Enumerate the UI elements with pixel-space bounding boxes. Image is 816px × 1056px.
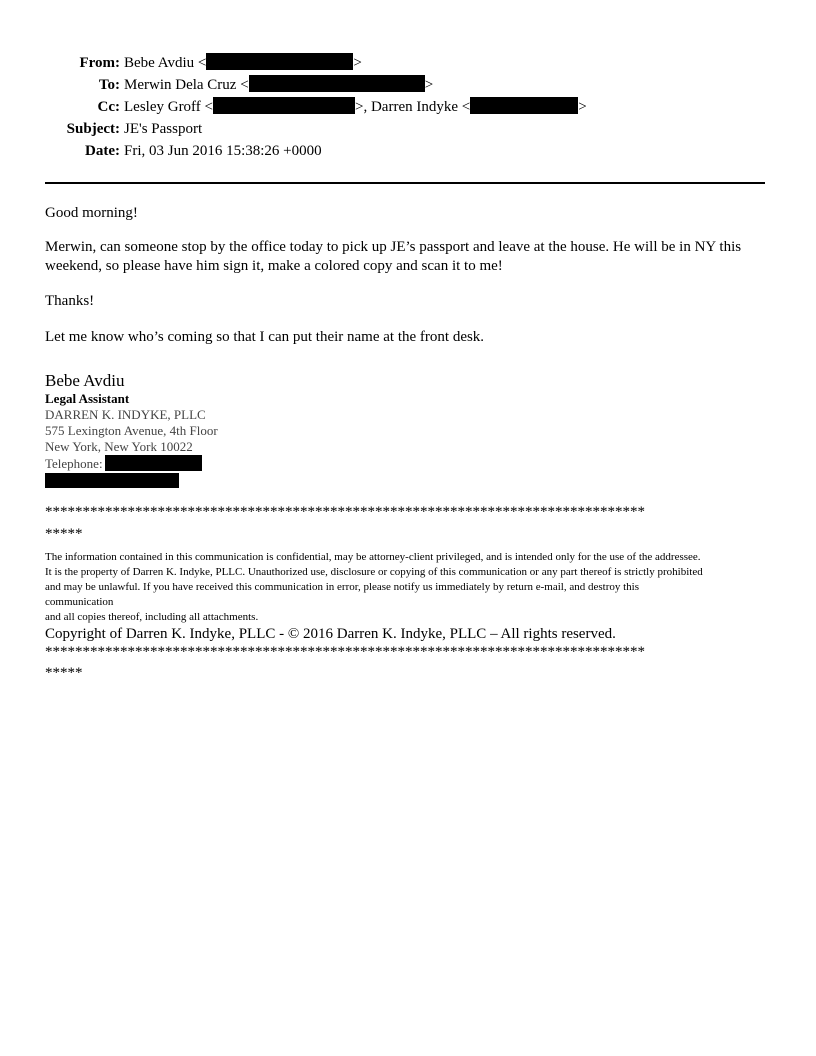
disclaimer-line: and all copies thereof, including all attachments. [45,611,259,623]
signature-firm: DARREN K. INDYKE, PLLC [45,407,206,422]
signature-address-2: New York, New York 10022 [45,439,193,454]
date-label: Date: [85,143,120,159]
date-text: Fri, 03 Jun 2016 15:38:26 +0000 [124,143,322,159]
redaction-block [249,75,425,92]
stars-divider: ***** [45,665,83,681]
disclaimer-line: It is the property of Darren K. Indyke, PLLC. Unauthorized use, disclosure or copying of this communication or any part thereof is strictly prohibited [45,566,703,578]
redaction-block [45,473,179,488]
subject-row [45,118,765,140]
greeting: Good morning! [45,205,138,221]
from-name: Bebe Avdiu [124,55,195,71]
disclaimer-line: The information contained in this communication is confidential, may be attorney-client privileged, and is intended only for the use of the addressee. [45,551,701,563]
telephone-label: Telephone: [45,456,103,471]
signature-email-line [45,473,445,489]
signature-name: Bebe Avdiu [45,371,125,390]
stars-divider: ******************************************************************************** [45,644,645,660]
redaction-block [105,455,202,471]
stars-divider: ***** [45,526,83,542]
disclaimer-line: and may be unlawful. If you have received this communication in error, please notify us immediately by return e-mail, and destroy this [45,581,639,593]
body-paragraph-1: Merwin, can someone stop by the office today to pick up JE’s passport and leave at the house. He will be in NY this weekend, so please have him sign it, make a colored copy and scan it to me! [45,239,742,274]
thanks-line: Thanks! [45,293,95,309]
copyright-line: Copyright of Darren K. Indyke, PLLC - © 2016 Darren K. Indyke, PLLC – All rights reserved. [45,626,616,642]
signature-telephone [45,455,445,472]
email-body [45,204,767,347]
confidentiality-notice [45,501,769,684]
to-row: To: Merwin Dela Cruz < > [45,74,765,96]
cc-name-1: Lesley Groff [124,99,201,115]
body-paragraph-2: Let me know who’s coming so that I can put their name at the front desk. [45,329,485,345]
date-row [45,140,765,162]
disclaimer-line: communication [45,596,114,608]
cc-label: Cc: [97,99,120,115]
signature-address-1: 575 Lexington Avenue, 4th Floor [45,423,218,438]
stars-divider: ******************************************************************************** [45,504,645,520]
signature-title: Legal Assistant [45,391,130,406]
from-label: From: [79,55,120,71]
redaction-block [213,97,355,114]
subject-label: Subject: [66,121,120,137]
redaction-block [206,53,353,70]
from-row: From: Bebe Avdiu < > [45,52,765,74]
cc-row: Cc: Lesley Groff < >, Darren Indyke < > [45,96,765,118]
subject-text: JE's Passport [124,121,203,137]
to-name: Merwin Dela Cruz [124,77,237,93]
email-header [45,52,765,162]
signature-block [45,370,445,489]
header-divider [45,182,765,184]
redaction-block [470,97,578,114]
to-label: To: [98,77,120,93]
cc-name-2: Darren Indyke [370,99,459,115]
